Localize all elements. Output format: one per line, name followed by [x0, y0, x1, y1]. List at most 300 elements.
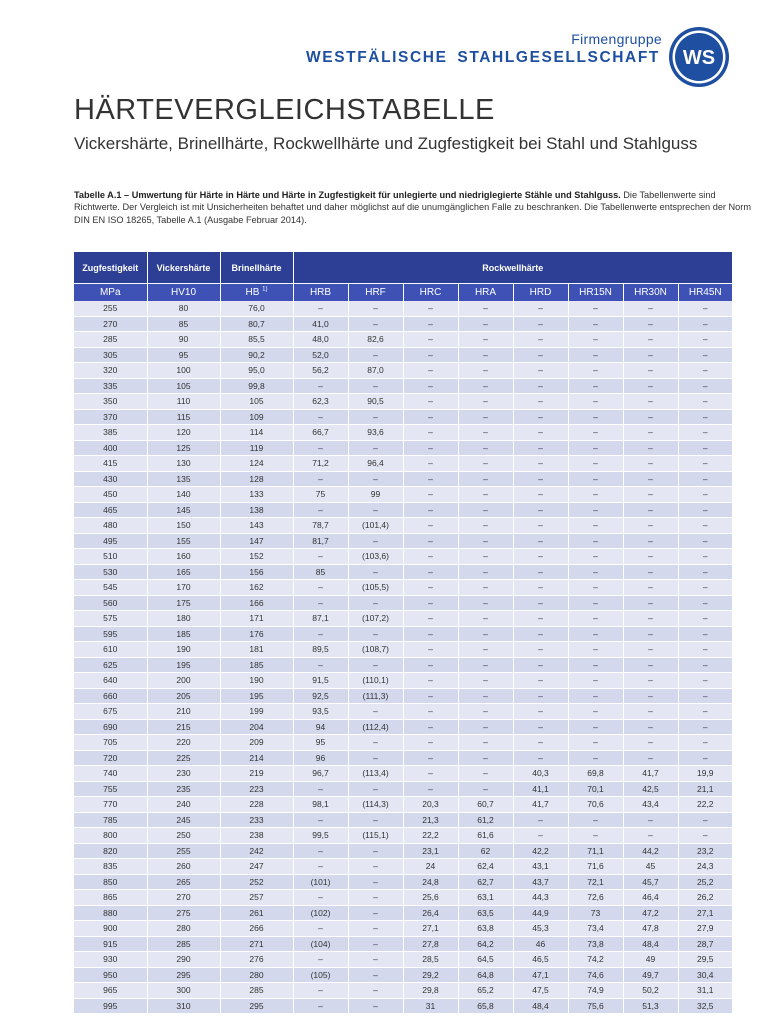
table-cell: 205 — [147, 688, 220, 704]
table-cell: 72,6 — [568, 890, 623, 906]
table-cell: – — [513, 673, 568, 689]
table-cell: 29,2 — [403, 967, 458, 983]
table-cell: 21,3 — [403, 812, 458, 828]
table-cell: 32,5 — [678, 998, 732, 1014]
table-cell: – — [458, 766, 513, 782]
table-cell: – — [678, 704, 732, 720]
table-cell: – — [348, 983, 403, 999]
table-cell: – — [403, 580, 458, 596]
table-cell: 47,2 — [623, 905, 678, 921]
table-cell: 95 — [293, 735, 348, 751]
table-cell: – — [458, 316, 513, 332]
table-cell: – — [403, 425, 458, 441]
table-cell: (111,3) — [348, 688, 403, 704]
table-cell: 27,1 — [403, 921, 458, 937]
table-cell: 880 — [74, 905, 147, 921]
table-cell: – — [623, 425, 678, 441]
table-cell: – — [623, 456, 678, 472]
table-cell: 320 — [74, 363, 147, 379]
table-cell: – — [623, 626, 678, 642]
table-cell: – — [458, 378, 513, 394]
table-cell: – — [458, 719, 513, 735]
table-cell: – — [568, 409, 623, 425]
table-cell: 64,2 — [458, 936, 513, 952]
table-cell: – — [623, 657, 678, 673]
table-cell: – — [568, 316, 623, 332]
table-cell: – — [513, 394, 568, 410]
table-cell: 90,2 — [220, 347, 293, 363]
table-cell: 252 — [220, 874, 293, 890]
table-cell: – — [678, 533, 732, 549]
table-row — [74, 363, 732, 379]
table-cell: – — [403, 673, 458, 689]
group-label: Firmengruppe — [571, 31, 662, 47]
table-cell: (102) — [293, 905, 348, 921]
table-cell: 450 — [74, 487, 147, 503]
unit-header-hrc: HRC — [403, 284, 458, 302]
table-cell: – — [568, 642, 623, 658]
table-cell: 865 — [74, 890, 147, 906]
table-cell: 176 — [220, 626, 293, 642]
table-cell: (112,4) — [348, 719, 403, 735]
table-cell: 71,6 — [568, 859, 623, 875]
table-row — [74, 673, 732, 689]
table-cell: – — [293, 890, 348, 906]
table-cell: 85 — [147, 316, 220, 332]
table-cell: 280 — [147, 921, 220, 937]
table-cell: – — [623, 518, 678, 534]
table-cell: – — [403, 409, 458, 425]
table-row — [74, 626, 732, 642]
table-cell: – — [458, 704, 513, 720]
table-cell: – — [678, 487, 732, 503]
table-cell: 209 — [220, 735, 293, 751]
table-cell: 220 — [147, 735, 220, 751]
table-cell: – — [348, 347, 403, 363]
table-cell: – — [513, 611, 568, 627]
table-cell: 82,6 — [348, 332, 403, 348]
table-cell: 71,1 — [568, 843, 623, 859]
table-cell: – — [458, 425, 513, 441]
table-cell: 295 — [147, 967, 220, 983]
table-cell: 166 — [220, 595, 293, 611]
table-cell: 705 — [74, 735, 147, 751]
table-cell: 275 — [147, 905, 220, 921]
table-cell: 47,8 — [623, 921, 678, 937]
header-vickers: Vickershärte — [147, 252, 220, 284]
table-row — [74, 921, 732, 937]
table-row — [74, 440, 732, 456]
table-cell: 96,7 — [293, 766, 348, 782]
table-cell: 233 — [220, 812, 293, 828]
table-cell: – — [568, 704, 623, 720]
table-cell: 73,8 — [568, 936, 623, 952]
table-cell: 44,3 — [513, 890, 568, 906]
table-cell: 200 — [147, 673, 220, 689]
table-cell: – — [513, 533, 568, 549]
table-cell: 185 — [220, 657, 293, 673]
unit-header-hrf: HRF — [348, 284, 403, 302]
table-cell: – — [513, 750, 568, 766]
table-cell: – — [513, 595, 568, 611]
table-cell: 73,4 — [568, 921, 623, 937]
table-cell: – — [293, 409, 348, 425]
table-row — [74, 890, 732, 906]
table-cell: 660 — [74, 688, 147, 704]
table-cell: 76,0 — [220, 301, 293, 316]
table-row — [74, 456, 732, 472]
table-cell: 40,3 — [513, 766, 568, 782]
table-cell: 95 — [147, 347, 220, 363]
table-cell: 109 — [220, 409, 293, 425]
table-cell: 74,9 — [568, 983, 623, 999]
table-cell: 160 — [147, 549, 220, 565]
table-cell: – — [678, 564, 732, 580]
table-cell: – — [678, 502, 732, 518]
table-cell: – — [403, 332, 458, 348]
table-cell: – — [403, 471, 458, 487]
table-cell: 285 — [220, 983, 293, 999]
table-cell: 48,0 — [293, 332, 348, 348]
table-cell: 152 — [220, 549, 293, 565]
table-cell: – — [458, 456, 513, 472]
table-cell: 26,2 — [678, 890, 732, 906]
table-cell: – — [623, 533, 678, 549]
table-cell: 185 — [147, 626, 220, 642]
table-cell: – — [348, 564, 403, 580]
table-cell: – — [458, 657, 513, 673]
table-cell: 23,2 — [678, 843, 732, 859]
table-cell: 42,5 — [623, 781, 678, 797]
table-cell: 96 — [293, 750, 348, 766]
table-cell: 130 — [147, 456, 220, 472]
table-cell: 26,4 — [403, 905, 458, 921]
table-cell: 247 — [220, 859, 293, 875]
header-brinell: Brinellhärte — [220, 252, 293, 284]
table-cell: – — [458, 626, 513, 642]
table-cell: – — [568, 533, 623, 549]
table-row — [74, 781, 732, 797]
table-cell: – — [293, 952, 348, 968]
table-cell: – — [403, 657, 458, 673]
table-cell: – — [678, 657, 732, 673]
table-cell: – — [403, 456, 458, 472]
table-cell: – — [623, 502, 678, 518]
table-cell: – — [568, 301, 623, 316]
table-cell: – — [403, 518, 458, 534]
unit-header-hrd: HRD — [513, 284, 568, 302]
table-cell: 25,6 — [403, 890, 458, 906]
table-cell: – — [348, 378, 403, 394]
table-cell: – — [513, 487, 568, 503]
unit-header-hra: HRA — [458, 284, 513, 302]
table-cell: – — [458, 642, 513, 658]
table-cell: – — [568, 626, 623, 642]
table-cell: – — [458, 688, 513, 704]
table-cell: 610 — [74, 642, 147, 658]
table-cell: – — [623, 487, 678, 503]
table-cell: – — [623, 316, 678, 332]
table-cell: – — [623, 673, 678, 689]
table-cell: 89,5 — [293, 642, 348, 658]
table-row — [74, 580, 732, 596]
table-cell: 800 — [74, 828, 147, 844]
table-cell: – — [568, 735, 623, 751]
table-cell: – — [458, 363, 513, 379]
table-cell: 770 — [74, 797, 147, 813]
table-cell: 255 — [74, 301, 147, 316]
table-cell: 140 — [147, 487, 220, 503]
table-body — [74, 301, 732, 1014]
table-cell: – — [678, 425, 732, 441]
table-cell: 785 — [74, 812, 147, 828]
table-row — [74, 409, 732, 425]
table-cell: – — [568, 394, 623, 410]
table-cell: 28,7 — [678, 936, 732, 952]
table-cell: 20,3 — [403, 797, 458, 813]
table-cell: – — [403, 347, 458, 363]
table-cell: (105,5) — [348, 580, 403, 596]
table-cell: – — [623, 409, 678, 425]
table-cell: 19,9 — [678, 766, 732, 782]
table-cell: – — [623, 580, 678, 596]
table-cell: 41,0 — [293, 316, 348, 332]
table-cell: 900 — [74, 921, 147, 937]
table-cell: – — [678, 332, 732, 348]
table-row — [74, 518, 732, 534]
table-cell: (104) — [293, 936, 348, 952]
table-cell: – — [623, 363, 678, 379]
table-cell: 560 — [74, 595, 147, 611]
table-cell: – — [568, 347, 623, 363]
table-cell: 228 — [220, 797, 293, 813]
table-cell: – — [348, 502, 403, 518]
table-cell: 190 — [147, 642, 220, 658]
page-subtitle: Vickershärte, Brinellhärte, Rockwellhärte und Zugfestigkeit bei Stahl und Stahlguss — [74, 134, 698, 153]
table-note: Die Tabellenwerte sind Richtwerte. Der Vergleich ist mit Unsicherheiten behaftet und daher möglichst auf die unumgänglichen Falle zu beschranken. Die Tabellenwerte entsprechen der Norm DIN EN ISO 18265, Tabelle A.1 (Ausgabe Februar 2014). — [74, 190, 752, 225]
table-cell: – — [403, 611, 458, 627]
table-cell: 265 — [147, 874, 220, 890]
table-cell: 835 — [74, 859, 147, 875]
table-cell: 270 — [74, 316, 147, 332]
table-row — [74, 471, 732, 487]
table-cell: – — [458, 750, 513, 766]
page-title: HÄRTEVERGLEICHSTABELLE — [74, 94, 495, 126]
table-cell: 24 — [403, 859, 458, 875]
table-cell: – — [348, 921, 403, 937]
unit-header-hv10: HV10 — [147, 284, 220, 302]
table-cell: 690 — [74, 719, 147, 735]
table-cell: – — [403, 316, 458, 332]
table-cell: – — [348, 905, 403, 921]
table-cell: – — [678, 378, 732, 394]
table-cell: 250 — [147, 828, 220, 844]
table-cell: – — [458, 332, 513, 348]
table-cell: – — [623, 549, 678, 565]
table-cell: – — [568, 471, 623, 487]
table-cell: 47,1 — [513, 967, 568, 983]
table-row — [74, 750, 732, 766]
table-cell: 99 — [348, 487, 403, 503]
table-cell: – — [678, 828, 732, 844]
table-cell: – — [403, 564, 458, 580]
table-cell: – — [678, 440, 732, 456]
table-cell: – — [678, 518, 732, 534]
footnote-marker: 1) — [262, 286, 268, 293]
table-cell: 385 — [74, 425, 147, 441]
unit-header-hr15n: HR15N — [568, 284, 623, 302]
table-cell: 270 — [147, 890, 220, 906]
table-row — [74, 347, 732, 363]
table-cell: – — [513, 502, 568, 518]
table-cell: – — [623, 332, 678, 348]
table-cell: – — [513, 332, 568, 348]
table-cell: 63,5 — [458, 905, 513, 921]
table-row — [74, 316, 732, 332]
table-cell: 43,4 — [623, 797, 678, 813]
table-cell: 210 — [147, 704, 220, 720]
table-cell: 85 — [293, 564, 348, 580]
table-row — [74, 812, 732, 828]
table-cell: – — [568, 502, 623, 518]
table-cell: 95,0 — [220, 363, 293, 379]
table-cell: 156 — [220, 564, 293, 580]
table-cell: – — [403, 440, 458, 456]
table-cell: 465 — [74, 502, 147, 518]
table-cell: 138 — [220, 502, 293, 518]
table-cell: 110 — [147, 394, 220, 410]
table-row — [74, 905, 732, 921]
table-cell: – — [568, 456, 623, 472]
table-cell: – — [513, 409, 568, 425]
unit-header-hr30n: HR30N — [623, 284, 678, 302]
table-cell: 99,8 — [220, 378, 293, 394]
table-cell: 480 — [74, 518, 147, 534]
table-cell: – — [513, 704, 568, 720]
table-cell: 143 — [220, 518, 293, 534]
table-cell: – — [458, 471, 513, 487]
table-cell: – — [513, 564, 568, 580]
table-row — [74, 332, 732, 348]
table-cell: – — [403, 750, 458, 766]
table-cell: – — [293, 998, 348, 1014]
table-cell: 147 — [220, 533, 293, 549]
table-cell: 75 — [293, 487, 348, 503]
table-cell: – — [348, 874, 403, 890]
table-row — [74, 766, 732, 782]
table-cell: – — [348, 750, 403, 766]
table-cell: 62,3 — [293, 394, 348, 410]
table-cell: – — [568, 564, 623, 580]
table-cell: – — [568, 425, 623, 441]
table-cell: – — [513, 688, 568, 704]
table-cell: – — [568, 828, 623, 844]
table-cell: – — [403, 688, 458, 704]
unit-header-hb: HB $^{1)}$ — [220, 284, 293, 302]
table-cell: – — [403, 626, 458, 642]
table-cell: 50,2 — [623, 983, 678, 999]
table-cell: – — [513, 580, 568, 596]
table-cell: 335 — [74, 378, 147, 394]
table-cell: – — [568, 611, 623, 627]
table-cell: 43,7 — [513, 874, 568, 890]
table-cell: 31 — [403, 998, 458, 1014]
table-cell: – — [568, 378, 623, 394]
table-cell: – — [348, 704, 403, 720]
table-cell: 29,5 — [678, 952, 732, 968]
table-cell: 640 — [74, 673, 147, 689]
table-cell: – — [513, 440, 568, 456]
table-cell: – — [348, 657, 403, 673]
table-cell: 400 — [74, 440, 147, 456]
table-cell: 43,1 — [513, 859, 568, 875]
table-cell: 46 — [513, 936, 568, 952]
table-cell: 56,2 — [293, 363, 348, 379]
table-cell: – — [293, 657, 348, 673]
table-cell: – — [678, 688, 732, 704]
table-cell: – — [513, 626, 568, 642]
table-cell: – — [678, 456, 732, 472]
table-cell: 41,7 — [623, 766, 678, 782]
table-cell: 94 — [293, 719, 348, 735]
table-cell: – — [458, 502, 513, 518]
table-cell: 62 — [458, 843, 513, 859]
table-cell: 280 — [220, 967, 293, 983]
table-cell: 175 — [147, 595, 220, 611]
table-cell: – — [513, 471, 568, 487]
header-zugfestigkeit: Zugfestigkeit — [74, 252, 147, 284]
table-cell: 204 — [220, 719, 293, 735]
table-cell: – — [348, 952, 403, 968]
table-cell: – — [293, 502, 348, 518]
table-cell: 190 — [220, 673, 293, 689]
table-cell: – — [513, 301, 568, 316]
table-cell: – — [623, 595, 678, 611]
table-cell: – — [348, 859, 403, 875]
table-row — [74, 843, 732, 859]
table-cell: 90 — [147, 332, 220, 348]
table-cell: – — [403, 781, 458, 797]
table-cell: 91,5 — [293, 673, 348, 689]
table-cell: – — [293, 843, 348, 859]
table-cell: – — [458, 580, 513, 596]
table-cell: 285 — [147, 936, 220, 952]
table-cell: – — [623, 719, 678, 735]
table-row — [74, 704, 732, 720]
table-cell: 48,4 — [513, 998, 568, 1014]
table-cell: 65,8 — [458, 998, 513, 1014]
table-row — [74, 425, 732, 441]
table-cell: 63,8 — [458, 921, 513, 937]
table-cell: 52,0 — [293, 347, 348, 363]
table-cell: – — [403, 533, 458, 549]
table-cell: – — [348, 471, 403, 487]
table-cell: 22,2 — [403, 828, 458, 844]
table-cell: 124 — [220, 456, 293, 472]
table-cell: – — [403, 704, 458, 720]
table-row — [74, 657, 732, 673]
table-row — [74, 874, 732, 890]
table-cell: – — [458, 781, 513, 797]
table-cell: – — [623, 471, 678, 487]
table-cell: 135 — [147, 471, 220, 487]
table-cell: – — [403, 766, 458, 782]
table-cell: 125 — [147, 440, 220, 456]
table-cell: 87,1 — [293, 611, 348, 627]
table-cell: 24,3 — [678, 859, 732, 875]
table-cell: – — [678, 471, 732, 487]
table-cell: 195 — [220, 688, 293, 704]
